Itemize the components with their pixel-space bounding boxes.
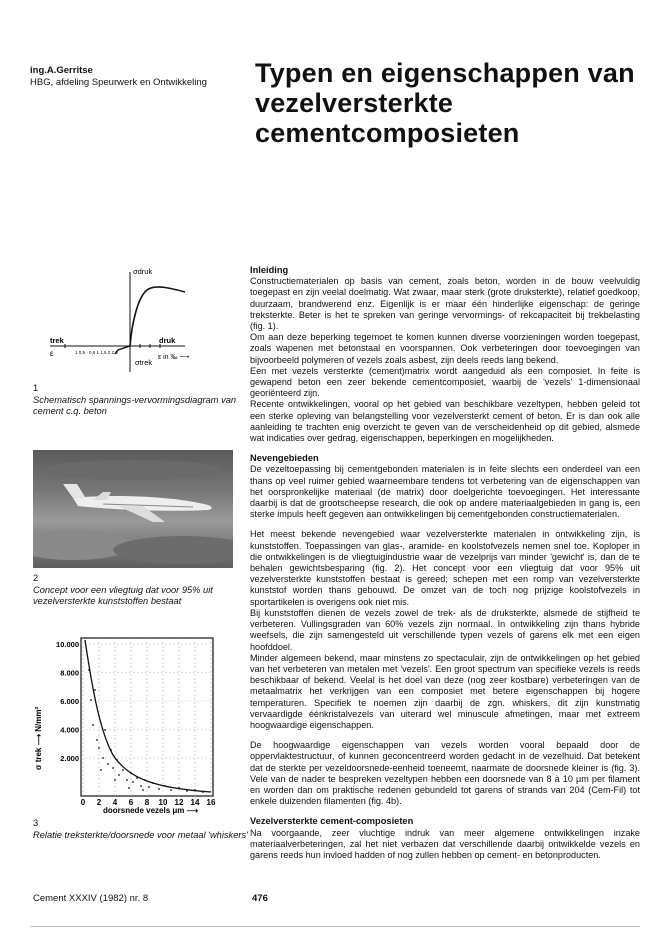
y-tick-label: 4.000 [60, 725, 79, 735]
label-epsilon: ε [50, 349, 54, 358]
y-tick-label: 2.000 [60, 754, 79, 763]
figure-3-xlabel: doorsnede vezels μm ⟶ [103, 806, 199, 815]
scatter-point [142, 789, 144, 791]
footer-page-number: 476 [252, 893, 268, 904]
paragraph: Een met vezels versterkte (cement)matrix wordt aangeduid als een composiet. In feite is gewapend beton een zeer bekende cementcomposiet, waarbij de 'vezels' 1-dimensionaal georiënteerd zijn. [250, 365, 640, 399]
paragraph: Constructiematerialen op basis van cement, zoals beton, worden in de bouw veelvuldig toegepast en zijn veelal doelmatig. Wat zwaar, maar sterk (grote druksterkte), relatief goedkoop, duurzaam, brandwerend enz. Eigenlijk is er maar één hinderlijke eigenschap: de geringe treksterkte. Beter is het te spreken van geringe vervormings- of rekcapaciteit bij trekbelasting (fig. 1). [250, 276, 640, 332]
scatter-point [128, 787, 130, 789]
x-tick-label: 12 [174, 798, 184, 807]
label-epsilon-unit: ε in ‰ ⟶ [158, 354, 190, 361]
x-tick-label: 2 [96, 798, 102, 807]
figure-3-ylabel: σ trek ⟶ N/mm² [34, 706, 43, 770]
figure-1-diagram [35, 262, 215, 382]
heading-vezelversterkte: Vezelversterkte cement-composieten [250, 816, 414, 827]
figure-3-caption [33, 818, 248, 841]
nevengebieden-body-b [250, 529, 640, 731]
scatter-point [98, 747, 100, 749]
nevengebieden-body-c [250, 740, 640, 807]
heading-inleiding: Inleiding [250, 265, 289, 275]
figure-3-caption-text: Relatie treksterkte/doorsnede voor metaal 'whiskers' [33, 829, 248, 840]
figure-2-caption-text: Concept voor een vliegtuig dat voor 95% uit vezelversterkte kunststoffen bestaat [33, 584, 213, 606]
x-tick-label: 4 [112, 798, 118, 807]
y-tick-label: 8.000 [60, 668, 79, 678]
scatter-point [112, 767, 114, 769]
paragraph: Bij kunststoffen dienen de vezels zowel de trek- als de druksterkte, alsmede de stijfheid te verbeteren. Vullingsgraden van 60% vezels zijn normaal. In ontwikkeling zijn thans hybride weefsels, die zijn samengesteld uit verschillende typen vezels of garens elk met een eigen hoofddoel. [250, 607, 640, 652]
label-trek: trek [50, 336, 64, 345]
figure-3-number: 3 [33, 818, 39, 828]
scatter-point [118, 774, 120, 776]
scatter-point [186, 790, 188, 792]
inleiding-body [250, 276, 640, 444]
scatter-point [202, 791, 204, 793]
heading-nevengebieden: Nevengebieden [250, 453, 319, 464]
paragraph: Na voorgaande, zeer vluchtige indruk van meer algemene ontwikkelingen inzake materiaalverbeteringen, zal het niet verbazen dat verschillende daarbij ontwikkelde vezels en garens reeds hun invloed hadden of nog zullen hebben op cement- en betonproducten. [250, 827, 640, 860]
scatter-point [132, 781, 134, 783]
scatter-point [94, 689, 96, 691]
scatter-point [92, 724, 94, 726]
scatter-point [114, 779, 116, 781]
label-sigma-trek: σtrek [135, 358, 153, 367]
paragraph: Recente ontwikkelingen, vooral op het gebied van beschikbare vezeltypen, hebben geleid tot een sterke opleving van belangstelling voor vezelversterkt cement of beton. Er is dan ook alle aanleiding te trachten enig overzicht te geven van de verscheidenheid op dit gebied, alsmede wat indicaties over gedrag, eigenschappen, beperkingen en mogelijkheden. [250, 399, 640, 444]
y-tick-label: 10.000 [56, 640, 79, 649]
scatter-point [140, 785, 142, 787]
scatter-point [130, 772, 132, 774]
scatter-point [144, 779, 146, 781]
author-name: ing.A.Gerritse [30, 65, 93, 76]
scatter-point [96, 739, 98, 741]
vezelversterkte-body [250, 828, 640, 862]
figure-1-number: 1 [33, 383, 39, 393]
scatter-point [116, 759, 118, 761]
figure-1-caption-text: Schematisch spannings-vervormingsdiagram van cement c.q. beton [33, 394, 237, 416]
article-title: Typen en eigenschappen van vezelversterkte cementcomposieten [255, 58, 635, 148]
paragraph: Het meest bekende nevengebied waar vezelversterkte materialen in ontwikkeling zijn, is kunststoffen. Toepassingen van glas-, aramide- en koolstofvezels nemen snel toe. Koploper in die ontwikkelingen is de vliegtuigindustrie waar de vezelprijs van minder 'gewicht' is, dan de te behalen gewichtsbesparing (fig. 2). Het concept voor een vliegtuig dat voor 95% uit vezelversterkte kunststoffen bestaat is gereed; schepen met een romp van vezelversterkte kunststof worden thans gebouwd. De omzet van de toch nog prijzige koolstofvezels in sportartikelen is overigens ook niet mis. [250, 529, 640, 607]
figure-2-caption [33, 573, 248, 608]
scatter-point [126, 779, 128, 781]
x-tick-label: 14 [190, 798, 200, 807]
axis-ticks: 1 0,5 · 0,5 1 1,5 2 2,5 [75, 350, 118, 355]
label-sigma-druk: σdruk [133, 267, 153, 276]
figure-3-chart [33, 630, 233, 815]
scatter-point [104, 729, 106, 731]
scatter-point [102, 757, 104, 759]
figure-1-caption [33, 383, 248, 418]
y-tick-label: 6.000 [60, 697, 79, 706]
paragraph: Minder algemeen bekend, maar minstens zo spectaculair, zijn de ontwikkelingen op het gebied van het verbeteren van metalen met 'vezels'. Een groot spectrum van specifieke vezels is reeds beschikbaar of bekend. Veelal is het doel van deze (nog zeer kostbare) verbeteringen van de metaalmatrix het verkrijgen van een composiet met betere eigenschappen bij hogere temperaturen. Specifiek te noemen zijn daarbij de zgn. whiskers, dit zijn kunstmatig vervaardigde éénkristalvezels van uiterard wel minuscule afmetingen, maar met extreem hoogwaardige eigenschappen. [250, 652, 640, 730]
scatter-point [88, 669, 90, 671]
scatter-point [194, 789, 196, 791]
main-text-column [250, 265, 640, 861]
airplane-image [33, 450, 233, 568]
author-affiliation: HBG, afdeling Speurwerk en Ontwikkeling [30, 77, 207, 88]
scatter-point [152, 782, 154, 784]
scatter-point [110, 749, 112, 751]
scatter-point [100, 769, 102, 771]
scatter-point [164, 785, 166, 787]
x-tick-label: 8 [144, 798, 150, 807]
scatter-point [148, 786, 150, 788]
paragraph: De vezeltoepassing bij cementgebonden materialen is in feite slechts een onderdeel van een thans op veel ruimer gebied waarneembare tendens tot verbetering van de eigenschappen van het oorspronkelijke materiaal (de matrix) door doelgerichte toevoegingen. Het interessante daarbij is dat de grootscheepse research, die ook op andere materiaalgebieden in gang is, een sterke impuls heeft gegeven aan ontwikkelingen bij cementgebonden constructiematerialen. [250, 464, 640, 520]
figure-2-photo [33, 450, 233, 568]
paragraph: Om aan deze beperking tegemoet te komen kunnen diverse voorzieningen worden toegepast, zoals wapenen met betonstaal en voorspannen. Ook verbeteringen door toevoegingen van bijvoorbeeld polymeren of vezels zoals asbest, zijn deels reeds lang bekend. [250, 332, 640, 365]
scatter-point [136, 777, 138, 779]
scatter-point [107, 763, 109, 765]
scatter-point [90, 699, 92, 701]
footer-journal: Cement XXXIV (1982) nr. 8 [33, 893, 149, 904]
nevengebieden-body-a [250, 464, 640, 520]
x-tick-label: 10 [158, 798, 168, 807]
bottom-rule [30, 926, 640, 927]
x-tick-label: 6 [128, 798, 134, 807]
x-tick-label: 0 [80, 798, 86, 807]
paragraph: De hoogwaardige eigenschappen van vezels worden vooral bepaald door de oppervlaktestructuur, of kunnen geconcentreerd worden gedacht in de vezelhuid. Dat betekent dat de sterkte per vezeldoorsnede-eenheid toeneemt, naarmate de doorsnede kleiner is (fig. 3). Vele van de nader te bespreken vezeltypen hebben een doorsnede van 8 à 10 μm per filament en worden dan om praktische redenen gebundeld tot garens of strands van 204 (Cem-Fil) tot enkele duizenden filamenten (fig. 4b). [250, 740, 640, 807]
label-druk: druk [159, 336, 176, 345]
figure-2-number: 2 [33, 573, 39, 583]
x-tick-label: 16 [206, 798, 216, 807]
scatter-point [170, 789, 172, 791]
scatter-point [122, 769, 124, 771]
scatter-point [158, 788, 160, 790]
scatter-point [178, 787, 180, 789]
author-block [30, 65, 245, 89]
